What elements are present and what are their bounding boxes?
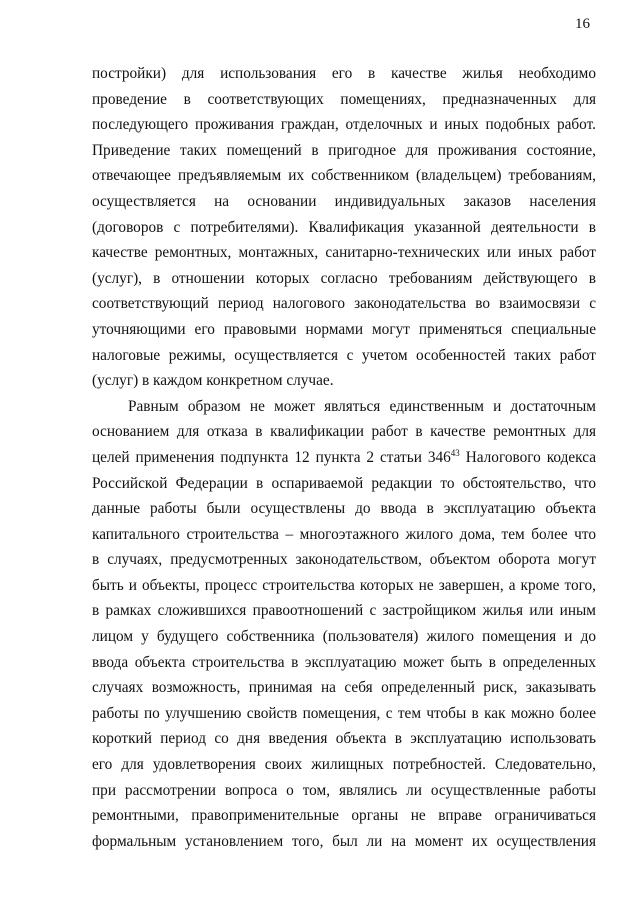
text-line: ввода объекта строительства в эксплуатацию может быть в определенных	[92, 653, 596, 671]
text-line: проведение в соответствующих помещениях, предназначенных для	[92, 90, 596, 108]
text-line: уточняющими его правовыми нормами могут применяться специальные	[92, 320, 596, 338]
text-line: в случаях, предусмотренных законодательством, объектом оборота могут	[92, 551, 596, 569]
text-line: ремонтными, правоприменительные органы не вправе ограничиваться	[92, 807, 596, 825]
text-line: быть и объекты, процесс строительства которых не завершен, а кроме того,	[92, 576, 596, 594]
paragraph-1	[92, 61, 596, 394]
text-line: Равным образом не может являться единственным и достаточным	[128, 397, 596, 415]
text-line: данные работы были осуществлены до ввода в эксплуатацию объекта	[92, 500, 596, 518]
text-line: (услуг), в отношении которых согласно требованиям действующего в	[92, 269, 596, 287]
text-line: основанием для отказа в квалификации работ в качестве ремонтных для	[92, 423, 596, 441]
paragraph-2	[92, 394, 596, 855]
text-line: формальным установлением того, был ли на момент их осуществления	[92, 832, 596, 850]
document-body	[92, 61, 596, 854]
text-segment: Налогового кодекса	[459, 448, 596, 466]
text-line-with-footnote	[92, 445, 596, 471]
text-line: лицом у будущего собственника (пользователя) жилого помещения и до	[92, 628, 596, 646]
text-line: работы по улучшению свойств помещения, с тем чтобы в как можно более	[92, 704, 596, 722]
text-line: качестве ремонтных, монтажных, санитарно-технических или иных работ	[92, 244, 596, 262]
text-line: Приведение таких помещений в пригодное для проживания состояние,	[92, 141, 596, 159]
text-line: отвечающее предъявляемым их собственником (владельцем) требованиям,	[92, 167, 596, 185]
text-line: капитального строительства – многоэтажного жилого дома, тем более что	[92, 525, 596, 543]
footnote-reference[interactable]: 43	[450, 447, 460, 458]
text-line: последующего проживания граждан, отделочных и иных подобных работ.	[92, 116, 596, 134]
text-line: соответствующий период налогового законодательства во взаимосвязи с	[92, 295, 596, 313]
text-line: (услуг) в каждом конкретном случае.	[92, 372, 334, 390]
text-line: его для удовлетворения своих жилищных потребностей. Следовательно,	[92, 756, 596, 774]
page-number: 16	[575, 16, 590, 32]
text-line: случаях возможность, принимая на себя определенный риск, заказывать	[92, 679, 596, 697]
text-line: (договоров с потребителями). Квалификация указанной деятельности в	[92, 218, 596, 236]
text-line: осуществляется на основании индивидуальных заказов населения	[92, 192, 596, 210]
text-line: в рамках сложившихся правоотношений с застройщиком жилья или иным	[92, 602, 596, 620]
text-line: при рассмотрении вопроса о том, являлись ли осуществленные работы	[92, 781, 596, 799]
text-line: налоговые режимы, осуществляется с учетом особенностей таких работ	[92, 346, 596, 364]
text-segment: целей применения подпункта 12 пункта 2 статьи 346	[92, 448, 451, 466]
text-line: постройки) для использования его в качестве жилья необходимо	[92, 65, 596, 82]
text-line: короткий период со дня введения объекта в эксплуатацию использовать	[92, 730, 596, 748]
text-line: Российской Федерации в оспариваемой редакции то обстоятельство, что	[92, 474, 596, 492]
